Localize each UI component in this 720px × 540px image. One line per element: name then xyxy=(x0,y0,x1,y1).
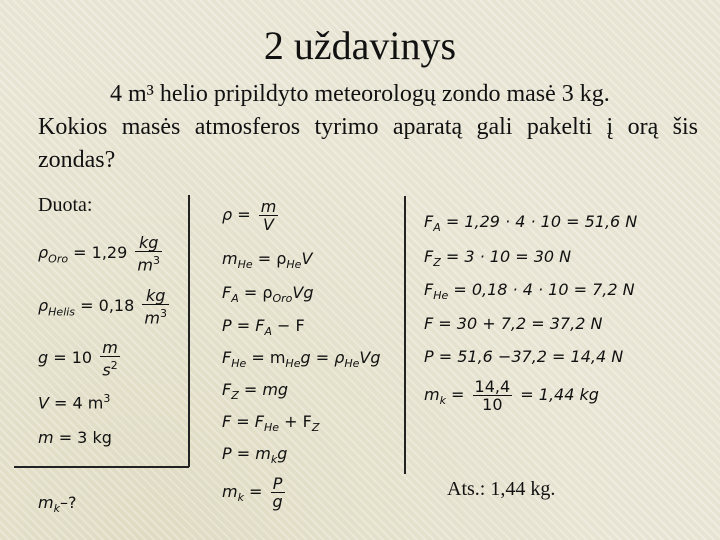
given-rho-air: $\rho_{Oro} = 1,29$ $\frac{kg}{m^3}$ xyxy=(38,233,160,275)
unit-fraction: $\frac{kg}{m^3}$ xyxy=(144,286,167,328)
given-divider-vertical xyxy=(188,195,190,467)
volume-value: = 4 m xyxy=(54,393,104,413)
mass-value: = 3 kg xyxy=(58,428,112,447)
rho-air-value: = 1,29 xyxy=(73,243,128,263)
given-volume: V = 4 $m^3$ xyxy=(38,392,111,413)
unknown-quantity: $m_k-$? xyxy=(38,493,77,516)
given-divider-horizontal xyxy=(14,466,189,468)
formula-archimedes: $F_A = \rho_{Oro}Vg$ xyxy=(222,283,314,306)
given-mass: m = 3 kg xyxy=(38,428,112,447)
problem-statement xyxy=(38,78,698,177)
formula-total-force: $F = F_{He} + F_Z$ xyxy=(222,412,320,435)
given-g: g = 10 $\frac{m}{s^2}$ xyxy=(38,338,118,380)
unit-fraction: $\frac{m}{s^2}$ xyxy=(102,338,118,380)
calc-net-force: P = 51,6 −37,2 = 14,4 N xyxy=(424,347,624,366)
slide-title: 2 uždavinys xyxy=(263,23,457,68)
given-rho-helium: $\rho_{Helis} = 0,18$ $\frac{kg}{m^3}$ xyxy=(38,286,167,328)
rho-helium-value: = 0,18 xyxy=(80,296,135,316)
calc-payload-mass: $m_k$ = $\frac{14,4}{10}$ = 1,44 kg xyxy=(424,377,599,414)
answer: Ats.: 1,44 kg. xyxy=(447,478,556,500)
given-label: Duota: xyxy=(38,194,93,216)
formula-net-force: $P = F_A - F$ xyxy=(222,316,305,339)
formula-probe-weight: $F_Z$ = mg xyxy=(222,380,289,403)
formula-payload-weight: $P = m_kg$ xyxy=(222,444,288,467)
calc-total-force: F = 30 + 7,2 = 37,2 N xyxy=(424,314,603,333)
problem-line-1: 4 m³ helio pripildyto meteorologų zondo masė 3 kg. xyxy=(110,81,610,107)
calc-probe-weight: $F_Z = 3 \cdot 10 = 30$ N xyxy=(424,247,572,270)
calc-helium-weight: $F_{He} = 0,18 \cdot 4 \cdot 10 = 7,2$ N xyxy=(424,280,635,303)
formula-helium-mass: $m_{He} = \rho_{He}V$ xyxy=(222,249,313,272)
calc-archimedes: $F_A = 1,29 \cdot 4 \cdot 10 = 51,6$ N xyxy=(424,212,638,235)
g-value: = 10 xyxy=(53,348,93,368)
formulas-divider-vertical xyxy=(404,196,406,474)
formula-payload-mass: $m_k$ = $\frac{P}{g}$ xyxy=(222,474,283,511)
unit-fraction: $\frac{kg}{m^3}$ xyxy=(137,233,160,275)
formula-density: ρ = $\frac{m}{V}$ xyxy=(222,197,277,234)
problem-line-2: Kokios masės atmosferos tyrimo aparatą gali pakelti į orą šis zondas? xyxy=(38,114,698,173)
formula-helium-weight: $F_{He} = m_{He}g = \rho_{He}Vg$ xyxy=(222,348,381,371)
